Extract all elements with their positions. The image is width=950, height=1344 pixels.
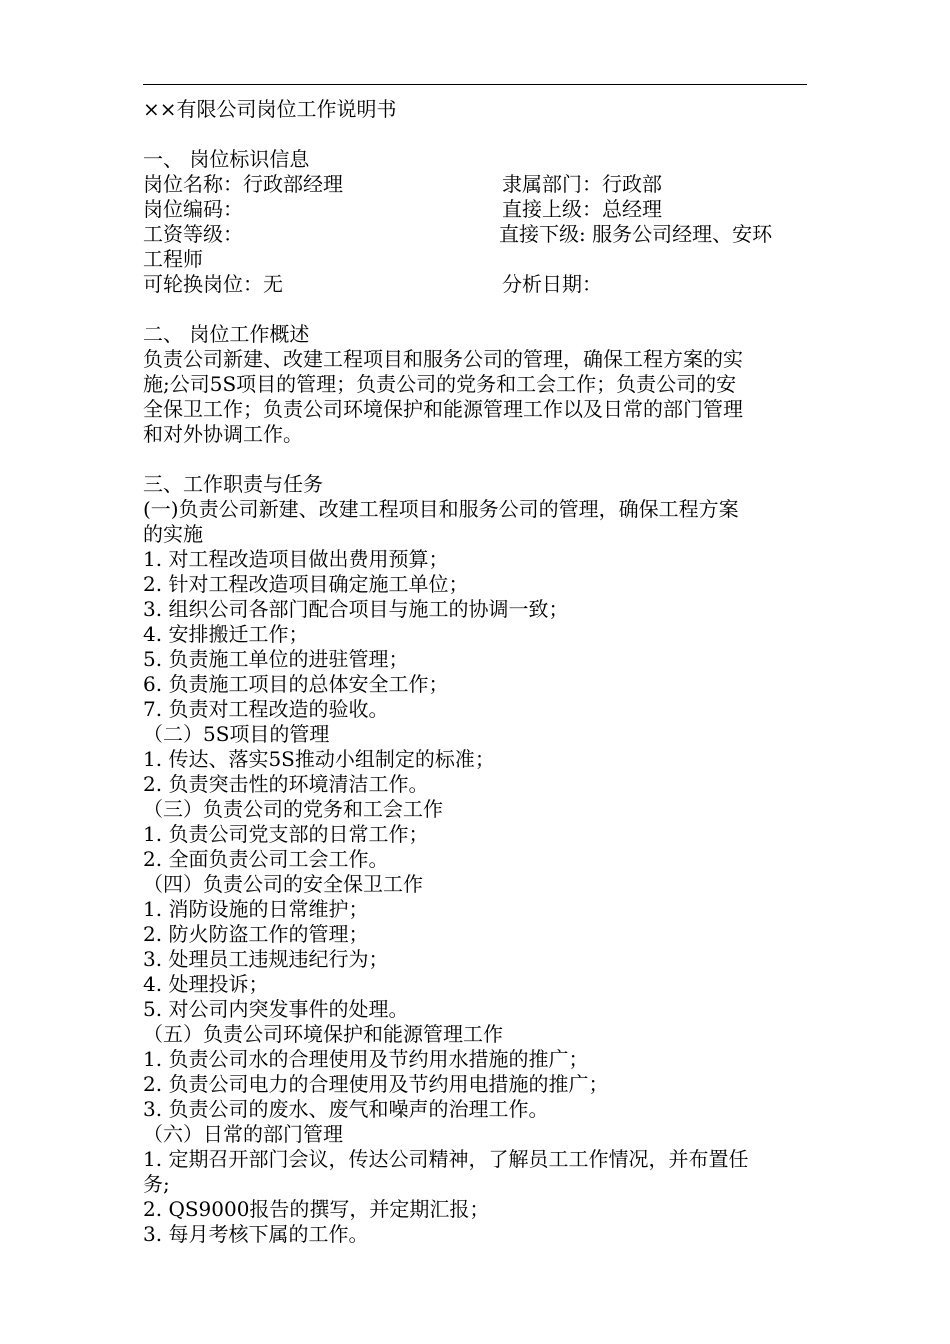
list-item: 2. 负责突击性的环境清洁工作。 <box>143 772 429 796</box>
list-item: 1. 对工程改造项目做出费用预算； <box>143 547 449 571</box>
list-item: 5. 对公司内突发事件的处理。 <box>143 997 409 1021</box>
info-left: 可轮换岗位：无 <box>143 272 283 296</box>
list-item: 6. 负责施工项目的总体安全工作； <box>143 672 449 696</box>
info-right: 直接下级: 服务公司经理、安环 <box>499 222 773 246</box>
overview-line: 和对外协调工作。 <box>143 422 303 446</box>
section3-heading: 三、工作职责与任务 <box>143 472 323 496</box>
duty-group <box>143 872 807 1022</box>
group-title: （五）负责公司环境保护和能源管理工作 <box>143 1022 503 1046</box>
list-item: 1. 定期召开部门会议，传达公司精神，了解员工工作情况，并布置任 <box>143 1147 749 1171</box>
list-item: 3. 组织公司各部门配合项目与施工的协调一致； <box>143 597 569 621</box>
info-row <box>143 222 807 247</box>
group-title: 的实施 <box>143 522 203 546</box>
overview-line: 全保卫工作；负责公司环境保护和能源管理工作以及日常的部门管理 <box>143 397 743 421</box>
list-item: 1. 传达、落实5S推动小组制定的标准； <box>143 747 495 771</box>
group-title: （二）5S项目的管理 <box>143 722 330 746</box>
list-item: 1. 负责公司党支部的日常工作； <box>143 822 429 846</box>
group-title: (一)负责公司新建、改建工程项目和服务公司的管理，确保工程方案 <box>143 497 739 521</box>
list-item: 务; <box>143 1172 170 1196</box>
info-right: 隶属部门：行政部 <box>502 172 662 196</box>
spacer <box>143 122 807 147</box>
list-item: 4. 处理投诉； <box>143 972 269 996</box>
group-title: （三）负责公司的党务和工会工作 <box>143 797 443 821</box>
overview-line: 负责公司新建、改建工程项目和服务公司的管理，确保工程方案的实 <box>143 347 743 371</box>
list-item: 2. 全面负责公司工会工作。 <box>143 847 389 871</box>
duty-group <box>143 797 807 872</box>
list-item: 2. 负责公司电力的合理使用及节约用电措施的推广； <box>143 1072 609 1096</box>
duty-group <box>143 497 807 722</box>
list-item: 1. 消防设施的日常维护； <box>143 897 369 921</box>
info-left: 工资等级： <box>143 222 243 246</box>
info-left: 岗位名称：行政部经理 <box>143 172 343 196</box>
spacer <box>143 447 807 472</box>
duty-group <box>143 1022 807 1122</box>
list-item: 2. QS9000报告的撰写，并定期汇报； <box>143 1197 490 1221</box>
document-title: ××有限公司岗位工作说明书 <box>143 97 397 121</box>
info-right: 分析日期： <box>502 272 602 296</box>
info-row <box>143 197 807 222</box>
info-row <box>143 272 807 297</box>
group-title: （六）日常的部门管理 <box>143 1122 343 1146</box>
list-item: 7. 负责对工程改造的验收。 <box>143 697 389 721</box>
section1-heading: 一、 岗位标识信息 <box>143 147 310 171</box>
list-item: 2. 针对工程改造项目确定施工单位； <box>143 572 469 596</box>
spacer <box>143 297 807 322</box>
list-item: 3. 负责公司的废水、废气和噪声的治理工作。 <box>143 1097 549 1121</box>
document-page <box>143 84 807 1247</box>
list-item: 2. 防火防盗工作的管理； <box>143 922 369 946</box>
list-item: 3. 处理员工违规违纪行为； <box>143 947 389 971</box>
duty-group <box>143 1122 807 1247</box>
info-right: 直接上级：总经理 <box>502 197 662 221</box>
section2-heading: 二、 岗位工作概述 <box>143 322 310 346</box>
list-item: 1. 负责公司水的合理使用及节约用水措施的推广； <box>143 1047 589 1071</box>
duty-group <box>143 722 807 797</box>
group-title: （四）负责公司的安全保卫工作 <box>143 872 423 896</box>
list-item: 5. 负责施工单位的进驻管理； <box>143 647 409 671</box>
list-item: 3. 每月考核下属的工作。 <box>143 1222 369 1246</box>
overview-line: 施;公司5S项目的管理；负责公司的党务和工会工作；负责公司的安 <box>143 372 737 396</box>
info-row <box>143 172 807 197</box>
info-wrap: 工程师 <box>143 247 203 271</box>
list-item: 4. 安排搬迁工作； <box>143 622 309 646</box>
info-left: 岗位编码： <box>143 197 243 221</box>
